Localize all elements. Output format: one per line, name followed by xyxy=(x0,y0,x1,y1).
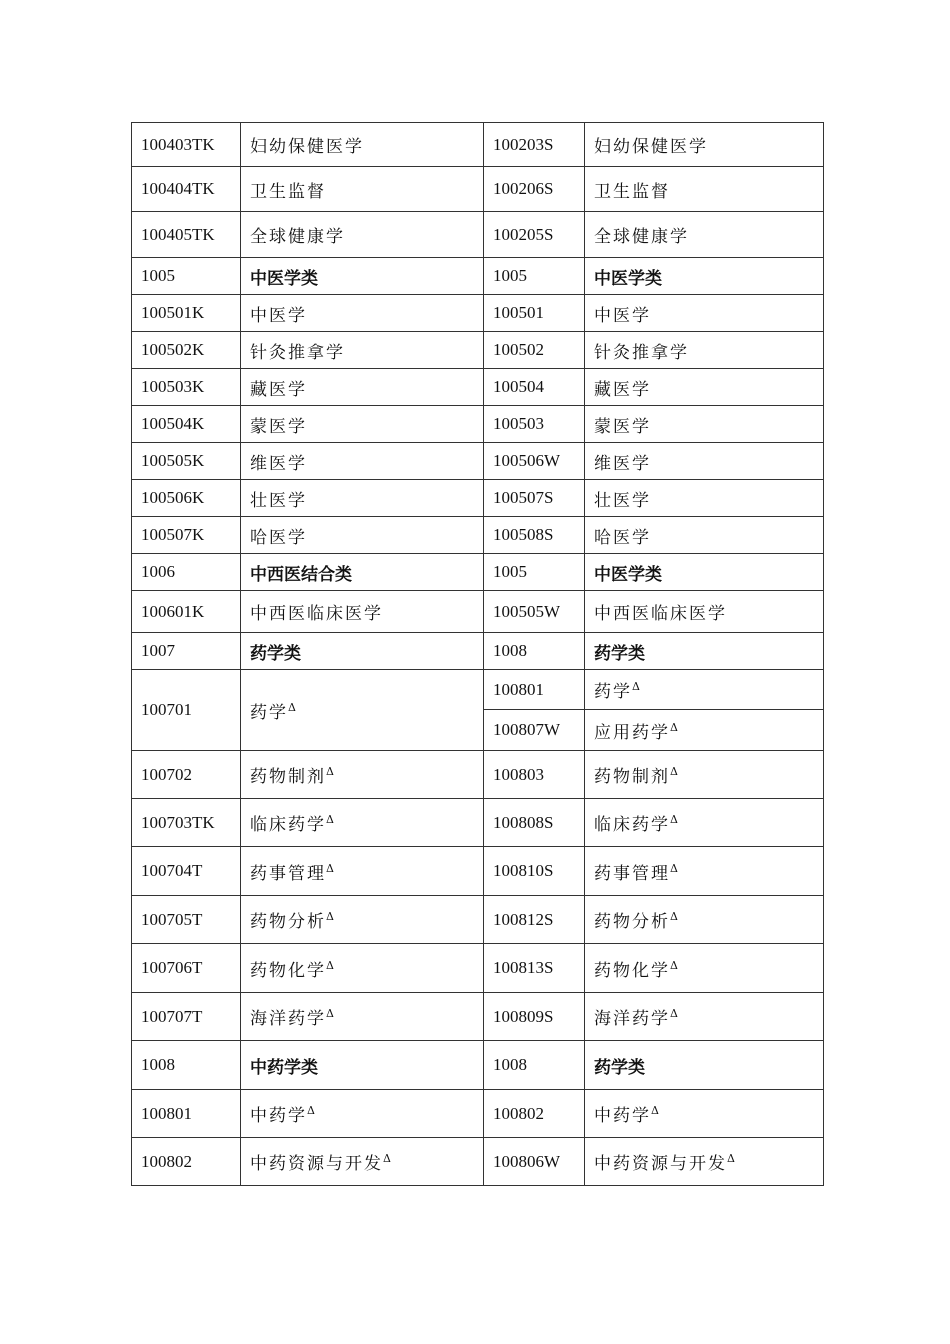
name-cell-current: 全球健康学 xyxy=(241,212,484,258)
name-cell-previous: 药物制剂$^\Delta$ xyxy=(585,751,824,799)
code-cell-previous: 100812S xyxy=(484,896,585,944)
code-cell-current: 100503K xyxy=(132,369,241,406)
code-cell-previous: 100501 xyxy=(484,295,585,332)
code-cell-current: 100703TK xyxy=(132,799,241,847)
table-row xyxy=(132,517,824,554)
name-cell-previous: 针灸推拿学 xyxy=(585,332,824,369)
name-cell-current: 海洋药学$^\Delta$ xyxy=(241,993,484,1041)
delta-mark: Δ xyxy=(326,813,334,826)
name-cell-current: 哈医学 xyxy=(241,517,484,554)
table-row xyxy=(132,212,824,258)
name-cell-previous: 中西医临床医学 xyxy=(585,591,824,633)
table-row xyxy=(132,751,824,799)
delta-mark: Δ xyxy=(288,700,296,714)
table-row xyxy=(132,1090,824,1138)
name-cell-current: 维医学 xyxy=(241,443,484,480)
name-cell-previous: 全球健康学 xyxy=(585,212,824,258)
name-cell-current: 药事管理$^\Delta$ xyxy=(241,847,484,896)
code-cell-previous: 100802 xyxy=(484,1090,585,1138)
delta-mark: Δ xyxy=(670,861,678,875)
delta-mark: Δ xyxy=(307,1104,315,1117)
code-cell-current: 100706T xyxy=(132,944,241,993)
name-cell-previous: 中医学类 xyxy=(585,258,824,295)
name-cell-current: 中医学类 xyxy=(241,258,484,295)
code-cell-current: 100702 xyxy=(132,751,241,799)
name-cell-current: 卫生监督 xyxy=(241,167,484,212)
code-cell-previous: 100803 xyxy=(484,751,585,799)
name-cell-previous: 哈医学 xyxy=(585,517,824,554)
name-cell-current: 中药资源与开发$^\Delta$ xyxy=(241,1138,484,1186)
code-cell-current: 100405TK xyxy=(132,212,241,258)
name-cell-current: 药物制剂$^\Delta$ xyxy=(241,751,484,799)
table-row xyxy=(132,406,824,443)
code-cell-current: 100801 xyxy=(132,1090,241,1138)
name-cell-previous: 药学$^\Delta$ xyxy=(585,670,824,710)
code-cell-current: 100504K xyxy=(132,406,241,443)
code-cell-previous: 1008 xyxy=(484,633,585,670)
table-row xyxy=(132,123,824,167)
name-cell-current: 藏医学 xyxy=(241,369,484,406)
name-cell-current: 药学$^\Delta$ xyxy=(241,670,484,751)
name-cell-previous: 卫生监督 xyxy=(585,167,824,212)
code-cell-current: 1005 xyxy=(132,258,241,295)
name-cell-current: 药物化学$^\Delta$ xyxy=(241,944,484,993)
table-row xyxy=(132,591,824,633)
table-row xyxy=(132,847,824,896)
name-cell-previous: 临床药学$^\Delta$ xyxy=(585,799,824,847)
code-cell-previous: 100206S xyxy=(484,167,585,212)
code-cell-current: 100802 xyxy=(132,1138,241,1186)
name-cell-current: 中医学 xyxy=(241,295,484,332)
code-cell-previous: 100503 xyxy=(484,406,585,443)
table-row xyxy=(132,369,824,406)
name-cell-current: 蒙医学 xyxy=(241,406,484,443)
major-code-table xyxy=(131,122,824,1186)
delta-mark: Δ xyxy=(326,1007,334,1020)
delta-mark: Δ xyxy=(326,910,334,923)
name-cell-current: 中西医结合类 xyxy=(241,554,484,591)
table-row xyxy=(132,896,824,944)
code-cell-current: 1007 xyxy=(132,633,241,670)
name-cell-current: 临床药学$^\Delta$ xyxy=(241,799,484,847)
name-cell-previous: 药学类 xyxy=(585,633,824,670)
code-cell-current: 100507K xyxy=(132,517,241,554)
table-row xyxy=(132,670,824,710)
name-cell-previous: 蒙医学 xyxy=(585,406,824,443)
code-cell-previous: 100813S xyxy=(484,944,585,993)
delta-mark: Δ xyxy=(632,680,640,693)
code-cell-current: 100601K xyxy=(132,591,241,633)
code-cell-previous: 100810S xyxy=(484,847,585,896)
delta-mark: Δ xyxy=(727,1152,735,1165)
delta-mark: Δ xyxy=(670,813,678,826)
name-cell-previous: 海洋药学$^\Delta$ xyxy=(585,993,824,1041)
name-cell-previous: 维医学 xyxy=(585,443,824,480)
code-cell-previous: 100502 xyxy=(484,332,585,369)
name-cell-previous: 中医学 xyxy=(585,295,824,332)
code-cell-previous: 1005 xyxy=(484,554,585,591)
code-cell-current: 100701 xyxy=(132,670,241,751)
name-cell-current: 中药学$^\Delta$ xyxy=(241,1090,484,1138)
code-cell-previous: 100506W xyxy=(484,443,585,480)
name-cell-previous: 中医学类 xyxy=(585,554,824,591)
table-row xyxy=(132,295,824,332)
name-cell-previous: 药学类 xyxy=(585,1041,824,1090)
delta-mark: Δ xyxy=(326,765,334,778)
delta-mark: Δ xyxy=(670,1007,678,1020)
name-cell-previous: 壮医学 xyxy=(585,480,824,517)
code-cell-previous: 100504 xyxy=(484,369,585,406)
delta-mark: Δ xyxy=(651,1104,659,1117)
code-cell-previous: 100807W xyxy=(484,710,585,751)
code-cell-current: 100704T xyxy=(132,847,241,896)
code-cell-current: 100403TK xyxy=(132,123,241,167)
code-cell-current: 100404TK xyxy=(132,167,241,212)
code-cell-previous: 100806W xyxy=(484,1138,585,1186)
code-cell-previous: 100809S xyxy=(484,993,585,1041)
table-row xyxy=(132,480,824,517)
name-cell-previous: 藏医学 xyxy=(585,369,824,406)
name-cell-current: 中西医临床医学 xyxy=(241,591,484,633)
name-cell-current: 药学类 xyxy=(241,633,484,670)
category-row xyxy=(132,258,824,295)
delta-mark: Δ xyxy=(326,958,334,972)
code-cell-current: 1006 xyxy=(132,554,241,591)
delta-mark: Δ xyxy=(326,861,334,875)
name-cell-current: 妇幼保健医学 xyxy=(241,123,484,167)
table-row xyxy=(132,443,824,480)
delta-mark: Δ xyxy=(383,1152,391,1165)
code-cell-current: 100501K xyxy=(132,295,241,332)
category-row xyxy=(132,554,824,591)
code-cell-previous: 100505W xyxy=(484,591,585,633)
name-cell-current: 中药学类 xyxy=(241,1041,484,1090)
code-cell-current: 100506K xyxy=(132,480,241,517)
name-cell-current: 壮医学 xyxy=(241,480,484,517)
name-cell-current: 针灸推拿学 xyxy=(241,332,484,369)
code-cell-previous: 100205S xyxy=(484,212,585,258)
name-cell-current: 药物分析$^\Delta$ xyxy=(241,896,484,944)
name-cell-previous: 中药资源与开发$^\Delta$ xyxy=(585,1138,824,1186)
code-cell-previous: 100203S xyxy=(484,123,585,167)
code-cell-previous: 1008 xyxy=(484,1041,585,1090)
code-cell-previous: 100801 xyxy=(484,670,585,710)
code-cell-current: 100707T xyxy=(132,993,241,1041)
delta-mark: Δ xyxy=(670,765,678,778)
name-cell-previous: 应用药学$^\Delta$ xyxy=(585,710,824,751)
name-cell-previous: 药物分析$^\Delta$ xyxy=(585,896,824,944)
table-row xyxy=(132,167,824,212)
code-cell-previous: 1005 xyxy=(484,258,585,295)
delta-mark: Δ xyxy=(670,720,678,734)
code-cell-previous: 100508S xyxy=(484,517,585,554)
table-row xyxy=(132,993,824,1041)
table-body xyxy=(132,123,824,1186)
name-cell-previous: 妇幼保健医学 xyxy=(585,123,824,167)
delta-mark: Δ xyxy=(670,958,678,972)
name-cell-previous: 药事管理$^\Delta$ xyxy=(585,847,824,896)
name-cell-previous: 药物化学$^\Delta$ xyxy=(585,944,824,993)
category-row xyxy=(132,1041,824,1090)
delta-mark: Δ xyxy=(670,910,678,923)
code-cell-current: 100502K xyxy=(132,332,241,369)
code-cell-previous: 100507S xyxy=(484,480,585,517)
category-row xyxy=(132,633,824,670)
code-cell-current: 100505K xyxy=(132,443,241,480)
code-cell-current: 1008 xyxy=(132,1041,241,1090)
table-row xyxy=(132,1138,824,1186)
name-cell-previous: 中药学$^\Delta$ xyxy=(585,1090,824,1138)
table-row xyxy=(132,944,824,993)
code-cell-previous: 100808S xyxy=(484,799,585,847)
code-cell-current: 100705T xyxy=(132,896,241,944)
table-row xyxy=(132,332,824,369)
table-row xyxy=(132,799,824,847)
